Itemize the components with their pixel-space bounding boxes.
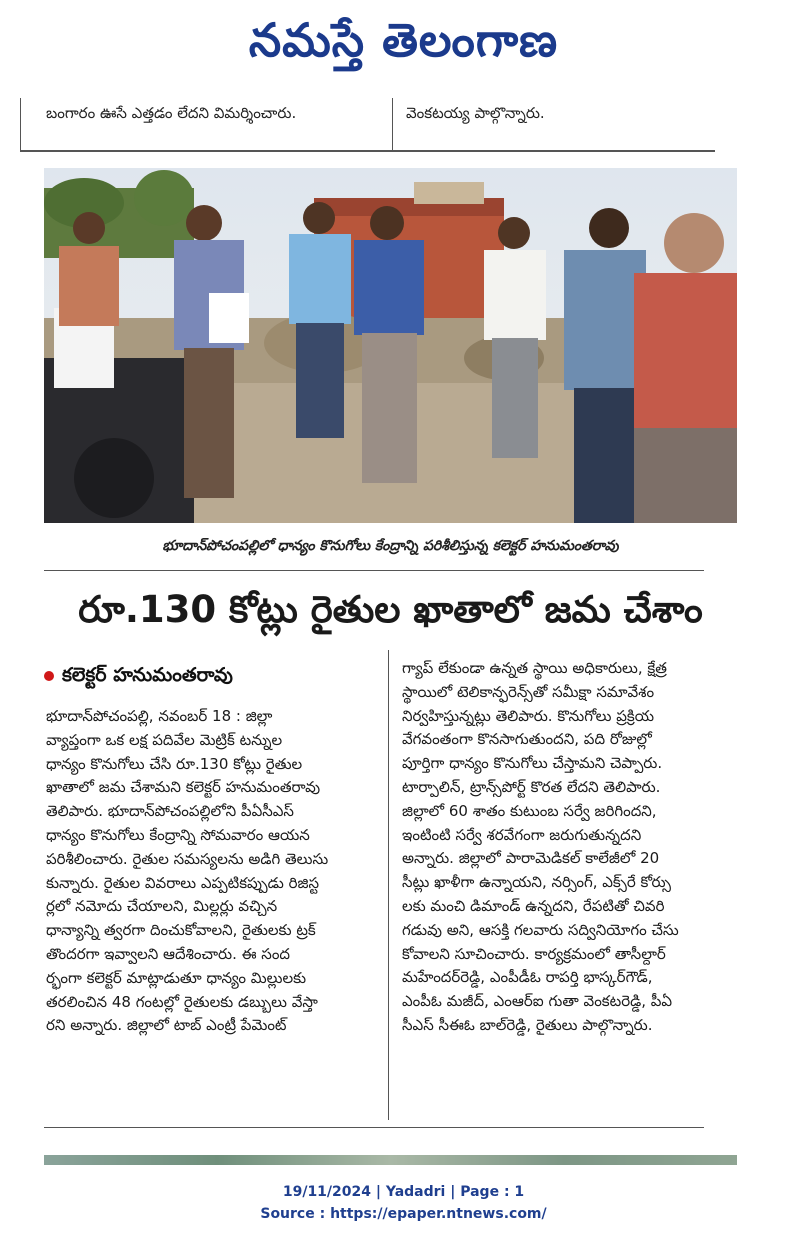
- column-divider: [392, 98, 393, 150]
- column-divider: [20, 98, 21, 150]
- text-line: ఖాతాలో జమ చేశామని కలెక్టర్‌ హనుమంతరావు: [46, 778, 321, 797]
- article-headline: రూ.130 కోట్లు రైతుల ఖాతాలో జమ చేశాం: [78, 588, 703, 631]
- text-line: సీఎస్‌ సీఈఓ బాల్‌రెడ్డి, రైతులు పాల్గొన్నారు.: [402, 1015, 653, 1034]
- text-line: పూర్తిగా ధాన్యం కొనుగోలు చేస్తామని చెప్పారు.: [402, 754, 663, 773]
- newspaper-masthead: నమస్తే తెలంగాణ: [248, 13, 559, 67]
- text-line: నిర్వహిస్తున్నట్లు తెలిపారు. కొనుగోలు ప్రక్రియ: [402, 706, 655, 725]
- caption-divider: [44, 570, 704, 571]
- text-line: ర్లలో నమోదు చేయాలని, మిల్లర్లు వచ్చిన: [46, 897, 278, 916]
- text-line: స్థాయిలో టెలికాన్ఫరెన్స్‌తో సమీక్షా సమావేశం: [402, 682, 655, 701]
- text-line: వేగవంతంగా కొనసాగుతుందని, పది రోజుల్లో: [402, 730, 652, 749]
- text-line: వ్యాప్తంగా ఒక లక్ష పదివేల మెట్రిక్‌ టన్నుల: [46, 730, 283, 749]
- article-column-2: [402, 657, 738, 1038]
- byline-text: కలెక్టర్‌ హనుమంతరావు: [62, 664, 233, 686]
- text-line: ఇంటింటి సర్వే శరవేగంగా జరుగుతున్నదని: [402, 825, 642, 844]
- text-line: భూదాన్‌పోచంపల్లి, నవంబర్‌ 18 : జిల్లా: [46, 707, 273, 725]
- footer-date-edition: 19/11/2024 | Yadadri | Page : 1: [282, 1184, 525, 1200]
- text-line: జిల్లాలో 60 శాతం కుటుంబ సర్వే జరిగిందని,: [402, 801, 657, 820]
- text-line: కున్నారు. రైతుల వివరాలు ఎప్పటికప్పుడు రిజిస్ట: [46, 873, 320, 892]
- photo-collector-inspection: [44, 168, 737, 523]
- article-column-1: [46, 705, 376, 1038]
- text-line: మహేందర్‌రెడ్డి, ఎంపీడీఓ రాపర్తి భాస్కర్‌గౌడ్‌,: [402, 968, 653, 987]
- previous-article-left: బంగారం ఊసే ఎత్తడం లేదని విమర్శించారు.: [46, 104, 297, 122]
- footer-source-link[interactable]: Source : https://epaper.ntnews.com/: [260, 1206, 547, 1222]
- news-photo: [44, 168, 737, 523]
- bullet-icon: [44, 671, 54, 681]
- next-photo-strip: [44, 1155, 737, 1165]
- text-line: తెలిపారు. భూదాన్‌పోచంపల్లిలోని పీఏసీఎస్‌: [46, 802, 294, 821]
- text-line: ధాన్యం కొనుగోలు చేసి రూ.130 కోట్లు రైతుల: [46, 754, 303, 773]
- text-line: సీట్లు ఖాళీగా ఉన్నాయని, నర్సింగ్‌, ఎక్స్‌రే కోర్సు: [402, 873, 671, 892]
- section-divider: [20, 150, 715, 152]
- text-line: ఎంపీఓ మజీద్‌, ఎంఆర్‌ఐ గుతా వెంకటరెడ్డి, పీఏ: [402, 992, 673, 1011]
- column-divider: [388, 650, 389, 1120]
- text-line: లకు మంచి డిమాండ్‌ ఉన్నదని, రేపటితో చివరి: [402, 896, 665, 915]
- text-line: తొందరగా ఇవ్వాలని ఆదేశించారు. ఈ సంద: [46, 944, 291, 963]
- text-line: అన్నారు. జిల్లాలో పారామెడికల్‌ కాలేజీలో 20: [402, 849, 660, 868]
- text-line: కోవాలని సూచించారు. కార్యక్రమంలో తాసీల్దార్‌: [402, 944, 666, 963]
- text-line: తరలించిన 48 గంటల్లో రైతులకు డబ్బులు వేస్తా: [46, 992, 318, 1011]
- text-line: ర్భంగా కలెక్టర్‌ మాట్లాడుతూ ధాన్యం మిల్లులకు: [46, 968, 307, 987]
- text-line: పరిశీలించారు. రైతుల సమస్యలను అడిగి తెలుసు: [46, 849, 329, 868]
- photo-caption: భూదాన్‌పోచంపల్లిలో ధాన్యం కొనుగోలు కేంద్రాన్ని పరిశీలిస్తున్న కలెక్టర్‌ హనుమంతరావు: [162, 538, 619, 554]
- previous-article-right: వెంకటయ్య పాల్గొన్నారు.: [406, 104, 545, 122]
- text-line: గడువు అని, ఆసక్తి గలవారు సద్వినియోగం చేసు: [402, 920, 679, 939]
- text-line: రని అన్నారు. జిల్లాలో టాబ్‌ ఎంట్రీ పేమెంట్‌: [46, 1016, 287, 1035]
- article-byline: [44, 664, 233, 691]
- text-line: ధాన్యం కొనుగోలు కేంద్రాన్ని సోమవారం ఆయన: [46, 825, 310, 844]
- section-divider: [44, 1127, 704, 1128]
- text-line: టార్పాలిన్‌, ట్రాన్స్‌పోర్ట్‌ కొరత లేదని తెలిపారు.: [402, 777, 661, 796]
- text-line: ధాన్యాన్ని త్వరగా దించుకోవాలని, రైతులకు ట్రక్‌: [46, 921, 316, 940]
- text-line: గ్యాప్‌ లేకుండా ఉన్నత స్థాయి అధికారులు, క్షేత్ర: [402, 659, 667, 677]
